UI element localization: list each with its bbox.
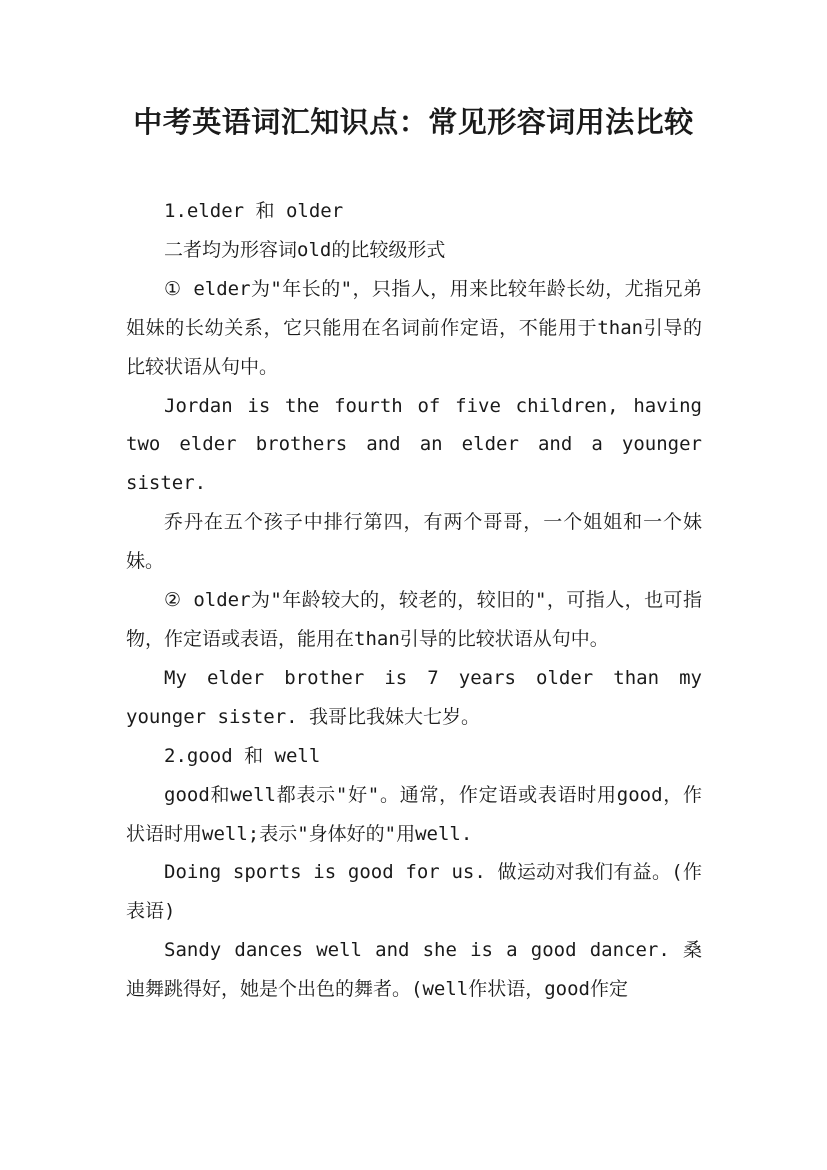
paragraph: 二者均为形容词old的比较级形式 <box>164 238 446 261</box>
document-title: 中考英语词汇知识点：常见形容词用法比较 <box>133 105 694 139</box>
paragraph: ① elder为"年长的"，只指人，用来比较年龄长幼，尤指兄弟姐妹的长幼关系，它只能用在名词前作定语，不能用于than引导的比较状语从句中。 <box>126 277 702 378</box>
section-heading-elder-older: 1.elder 和 older <box>164 200 344 222</box>
document-body <box>126 192 702 1009</box>
section-heading-good-well: 2.good 和 well <box>164 744 321 767</box>
example-sentence: Sandy dances well and she is a good dancer. 桑迪舞跳得好，她是个出色的舞者。(well作状语，good作定 <box>126 939 702 1001</box>
paragraph: ② older为"年龄较大的，较老的，较旧的"，可指人，也可指物，作定语或表语，能用在than引导的比较状语从句中。 <box>126 589 702 650</box>
example-translation: 乔丹在五个孩子中排行第四，有两个哥哥，一个姐姐和一个妹妹。 <box>126 511 702 573</box>
example-sentence: Doing sports is good for us. 做运动对我们有益。(作表语) <box>126 861 702 923</box>
example-sentence: My elder brother is 7 years older than my younger sister. 我哥比我妹大七岁。 <box>126 666 702 728</box>
example-sentence: Jordan is the fourth of five children, having two elder brothers and an elder and a younger sister. <box>126 394 702 495</box>
paragraph: good和well都表示"好"。通常，作定语或表语时用good，作状语时用well;表示"身体好的"用well. <box>126 783 702 845</box>
